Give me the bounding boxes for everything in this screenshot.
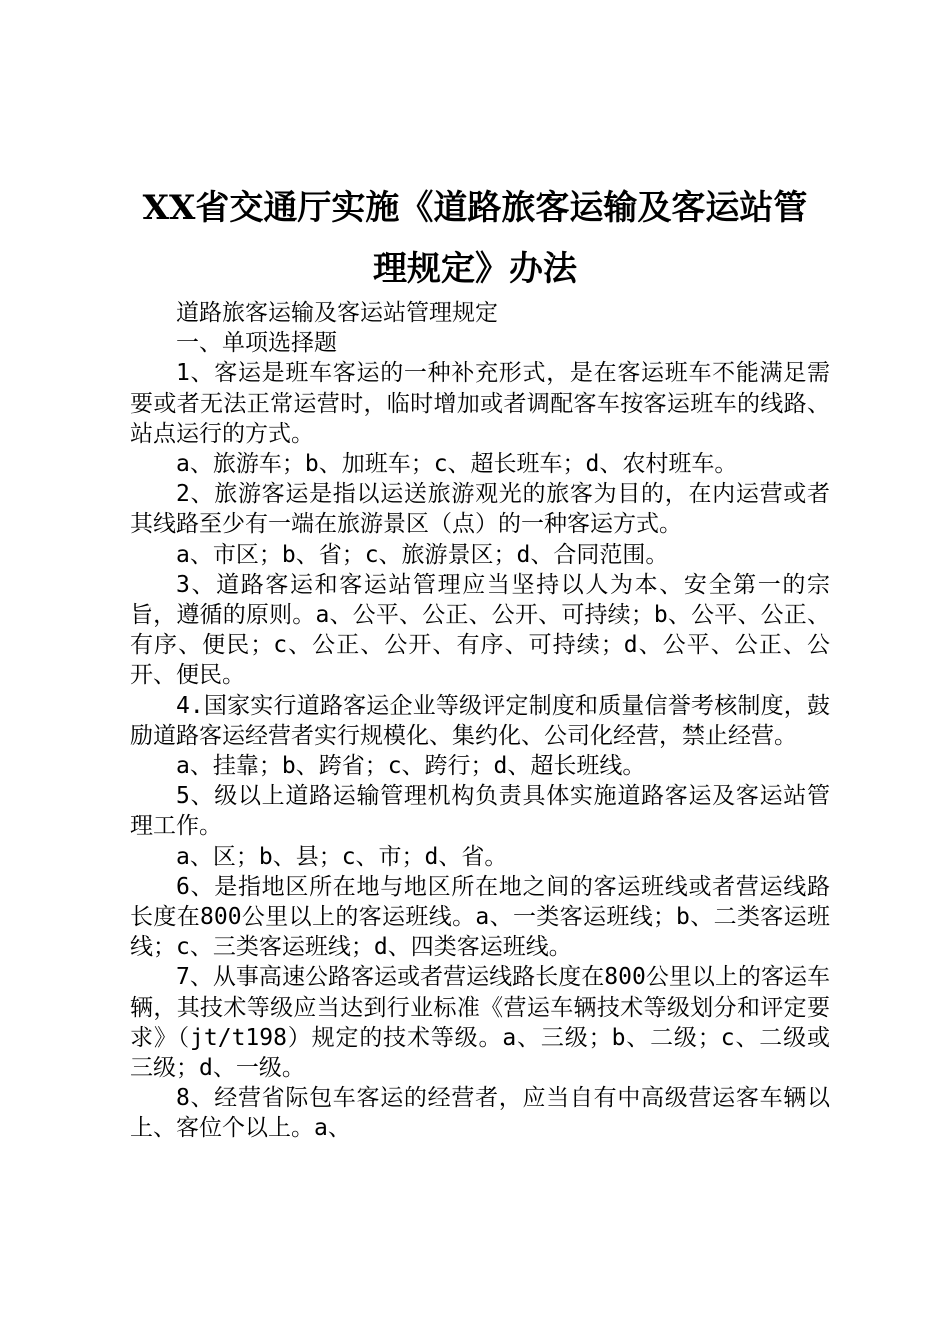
document-title-line-2: 理规定》办法 — [373, 249, 577, 289]
options-paragraph: a、旅游车；b、加班车；c、超长班车；d、农村班车。 — [176, 451, 738, 478]
subtitle-paragraph: 道路旅客运输及客运站管理规定 — [176, 300, 498, 326]
question-paragraph: 8、经营省际包车客运的经营者，应当自有中高级营运客车辆以上、客位个以上。a、 — [130, 1085, 830, 1142]
options-paragraph: a、区；b、县；c、市；d、省。 — [176, 843, 508, 870]
options-paragraph: a、市区；b、省；c、旅游景区；d、合同范围。 — [176, 541, 669, 568]
question-paragraph: 4.国家实行道路客运企业等级评定制度和质量信誉考核制度，鼓励道路客运经营者实行规模化、集约化、公司化经营，禁止经营。 — [130, 692, 830, 749]
question-paragraph: 6、是指地区所在地与地区所在地之间的客运班线或者营运线路长度在800公里以上的客运班线。a、一类客运班线；b、二类客运班线；c、三类客运班线；d、四类客运班线。 — [130, 873, 830, 961]
document-body — [130, 298, 830, 1144]
options-paragraph: a、挂靠；b、跨省；c、跨行；d、超长班线。 — [176, 753, 646, 780]
question-paragraph: 1、客运是班车客运的一种补充形式，是在客运班车不能满足需要或者无法正常运营时，临时增加或者调配客车按客运班车的线路、站点运行的方式。 — [130, 360, 830, 447]
question-paragraph: 2、旅游客运是指以运送旅游观光的旅客为目的，在内运营或者其线路至少有一端在旅游景区（点）的一种客运方式。 — [130, 481, 830, 538]
question-paragraph: 5、级以上道路运输管理机构负责具体实施道路客运及客运站管理工作。 — [130, 783, 830, 840]
document-title-line-1: XX省交通厅实施《道路旅客运输及客运站管 — [142, 188, 808, 228]
question-paragraph: 7、从事高速公路客运或者营运线路长度在800公里以上的客运车辆，其技术等级应当达到行业标准《营运车辆技术等级划分和评定要求》（jt/t198）规定的技术等级。a、三级；b、二级；c、二级或三级；d、一级。 — [130, 964, 830, 1082]
section-heading: 一、单项选择题 — [176, 330, 337, 357]
question-paragraph: 3、道路客运和客运站管理应当坚持以人为本、安全第一的宗旨，遵循的原则。a、公平、公正、公开、可持续；b、公平、公正、有序、便民；c、公正、公开、有序、可持续；d、公平、公正、公开、便民。 — [130, 571, 830, 689]
